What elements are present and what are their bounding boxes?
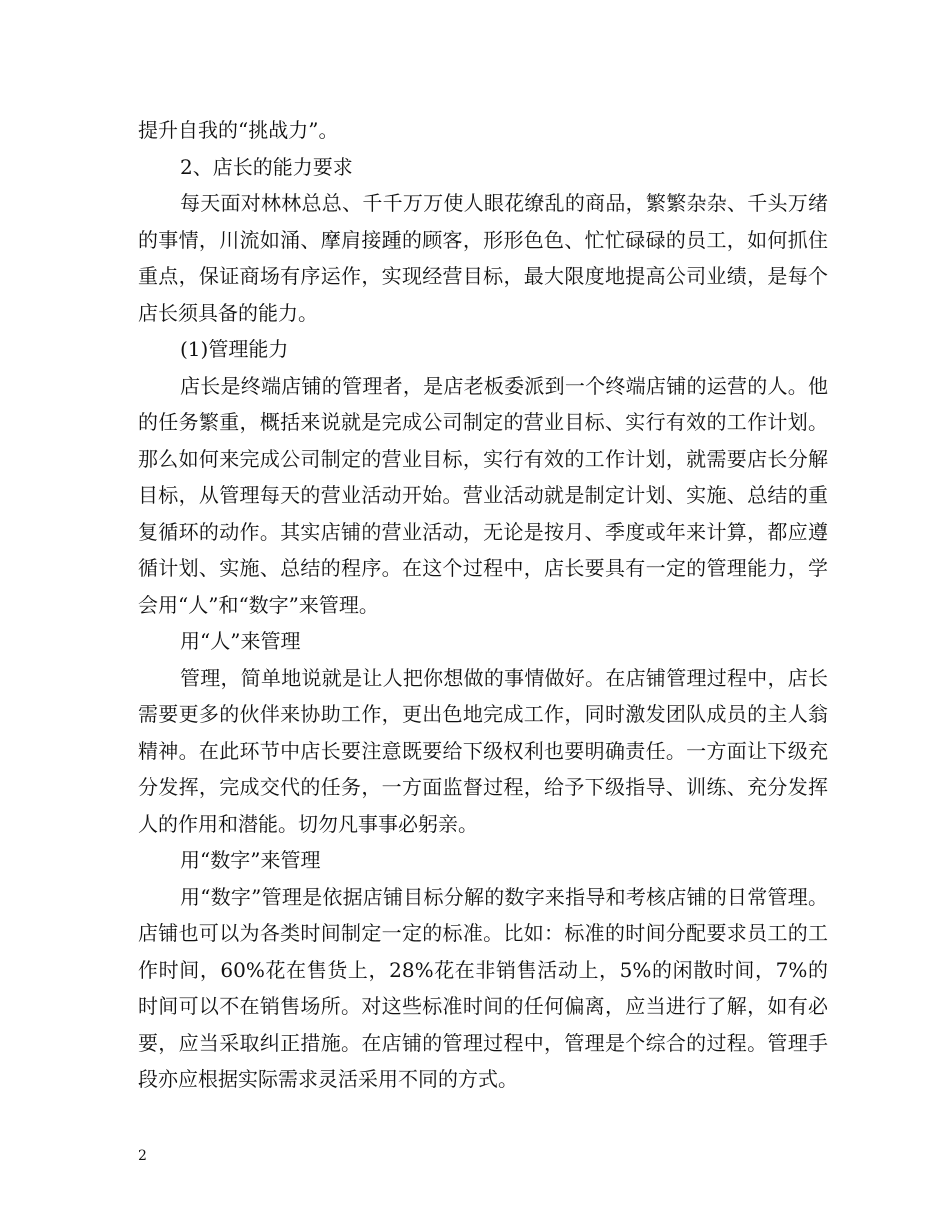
paragraph-store-manager-role: 店长是终端店铺的管理者，是店老板委派到一个终端店铺的运营的人。他的任务繁重，概括来说就是完成公司制定的营业目标、实行有效的工作计划。那么如何来完成公司制定的营业目标，实行有效的工作计划，就需要店长分解目标，从管理每天的营业活动开始。营业活动就是制定计划、实施、总结的重复循环的动作。其实店铺的营业活动，无论是按月、季度或年来计算，都应遵循计划、实施、总结的程序。在这个过程中，店长要具有一定的管理能力，学会用“人”和“数字”来管理。 xyxy=(138,373,828,617)
section-heading-ability-requirements: 2、店长的能力要求 xyxy=(180,154,353,179)
page-number: 2 xyxy=(138,1148,147,1164)
paragraph-continuation: 提升自我的“挑战力”。 xyxy=(138,118,339,142)
subheading-manage-with-people: 用“人”来管理 xyxy=(180,629,301,653)
paragraph-manage-with-people: 管理，简单地说就是让人把你想做的事情做好。在店铺管理过程中，店长需要更多的伙伴来协助工作，更出色地完成工作，同时激发团队成员的主人翁精神。在此环节中店长要注意既要给下级权利也要明确责任。一方面让下级充分发挥，完成交代的任务，一方面监督过程，给予下级指导、训练、充分发挥人的作用和潜能。切勿凡事事必躬亲。 xyxy=(138,665,828,836)
paragraph-manage-with-numbers: 用“数字”管理是依据店铺目标分解的数字来指导和考核店铺的日常管理。店铺也可以为各类时间制定一定的标准。比如：标准的时间分配要求员工的工作时间，60%花在售货上，28%花在非销售活动上，5%的闲散时间，7%的时间可以不在销售场所。对这些标准时间的任何偏离，应当进行了解，如有必要，应当采取纠正措施。在店铺的管理过程中，管理是个综合的过程。管理手段亦应根据实际需求灵活采用不同的方式。 xyxy=(138,884,828,1091)
subheading-manage-with-numbers: 用“数字”来管理 xyxy=(180,848,321,872)
document-body xyxy=(138,112,828,1098)
paragraph-daily-challenges: 每天面对林林总总、千千万万使人眼花缭乱的商品，繁繁杂杂、千头万绪的事情，川流如涌、摩肩接踵的顾客，形形色色、忙忙碌碌的员工，如何抓住重点，保证商场有序运作，实现经营目标，最大限度地提高公司业绩，是每个店长须具备的能力。 xyxy=(138,191,828,325)
subheading-management-ability: (1)管理能力 xyxy=(180,337,289,361)
